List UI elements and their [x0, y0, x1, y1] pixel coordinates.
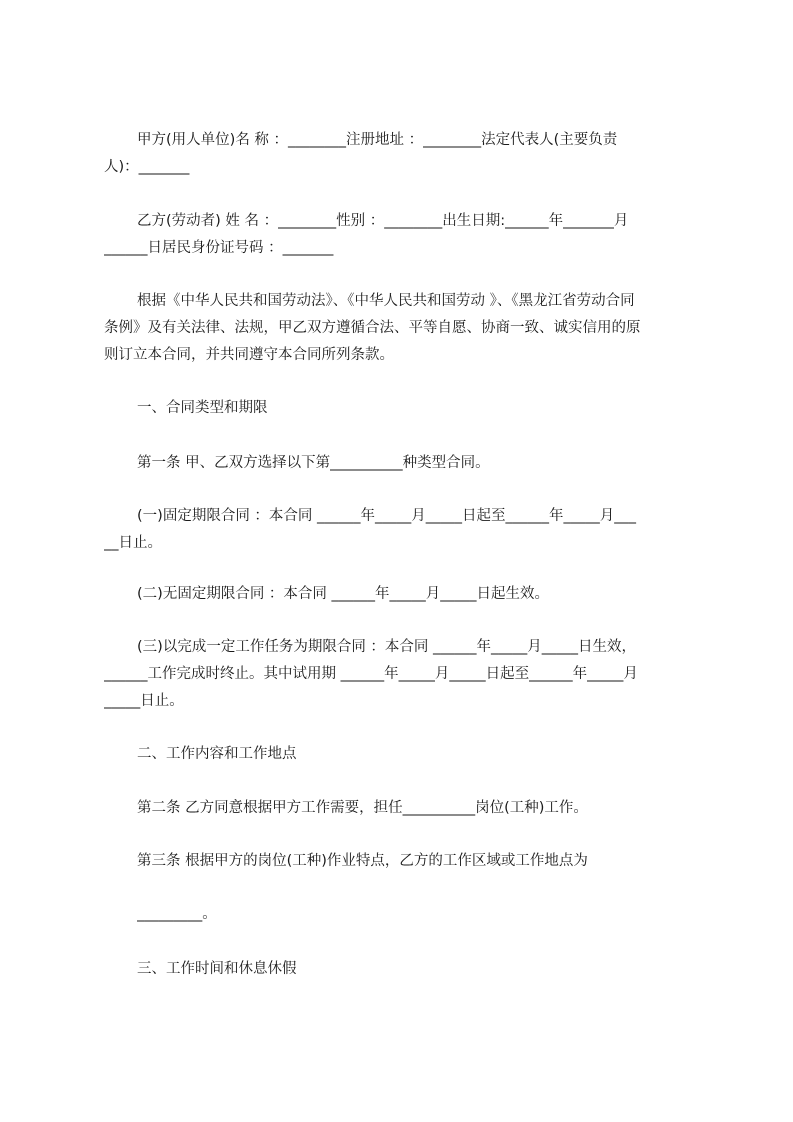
open-term-contract: (二)无固定期限合同 ：本合同 ______年_____月_____日起生效。 — [137, 586, 550, 602]
task-term-line-3: _____日止。 — [104, 693, 184, 709]
party-a-line-1: 甲方(用人单位)名 称 ：________注册地址 ：________法定代表人(主要负责 — [137, 132, 618, 148]
preamble-line-1: 根据《中华人民共和国劳动法》、《中华人民共和国劳动 》、《黑龙江省劳动合同 — [137, 293, 635, 309]
article-3-blank: _________。 — [137, 906, 217, 922]
fixed-term-line-1: (一)固定期限合同 ：本合同 ______年_____月_____日起至______年_____月___ — [137, 508, 637, 524]
fixed-term-line-2: __日止。 — [104, 535, 162, 551]
section-2-heading: 二、工作内容和工作地点 — [137, 746, 297, 762]
article-3: 第三条 根据甲方的岗位(工种)作业特点，乙方的工作区域或工作地点为 — [137, 853, 588, 869]
article-1: 第一条 甲、乙双方选择以下第__________种类型合同。 — [137, 455, 490, 471]
preamble-line-3: 则订立本合同，并共同遵守本合同所列条款。 — [104, 347, 394, 363]
party-b-line-2: ______日居民身份证号码 ：_______ — [104, 240, 334, 256]
task-term-line-1: (三)以完成一定工作任务为期限合同 ：本合同 ______年_____月_____日生效， — [137, 639, 637, 655]
section-1-heading: 一、合同类型和期限 — [137, 400, 268, 416]
article-2: 第二条 乙方同意根据甲方工作需要，担任__________岗位(工种)工作。 — [137, 800, 588, 816]
section-3-heading: 三、工作时间和休息休假 — [137, 961, 297, 977]
party-b-line-1: 乙方(劳动者) 姓 名 ：________性别 ：________出生日期:______年_______月 — [137, 213, 629, 229]
task-term-line-2: ______工作完成时终止。其中试用期 ______年_____月_____日起至______年_____月 — [104, 666, 638, 682]
party-a-line-2: 人)：_______ — [104, 159, 190, 175]
preamble-line-2: 条例》及有关法律、法规，甲乙双方遵循合法、平等自愿、协商一致、诚实信用的原 — [104, 320, 641, 336]
